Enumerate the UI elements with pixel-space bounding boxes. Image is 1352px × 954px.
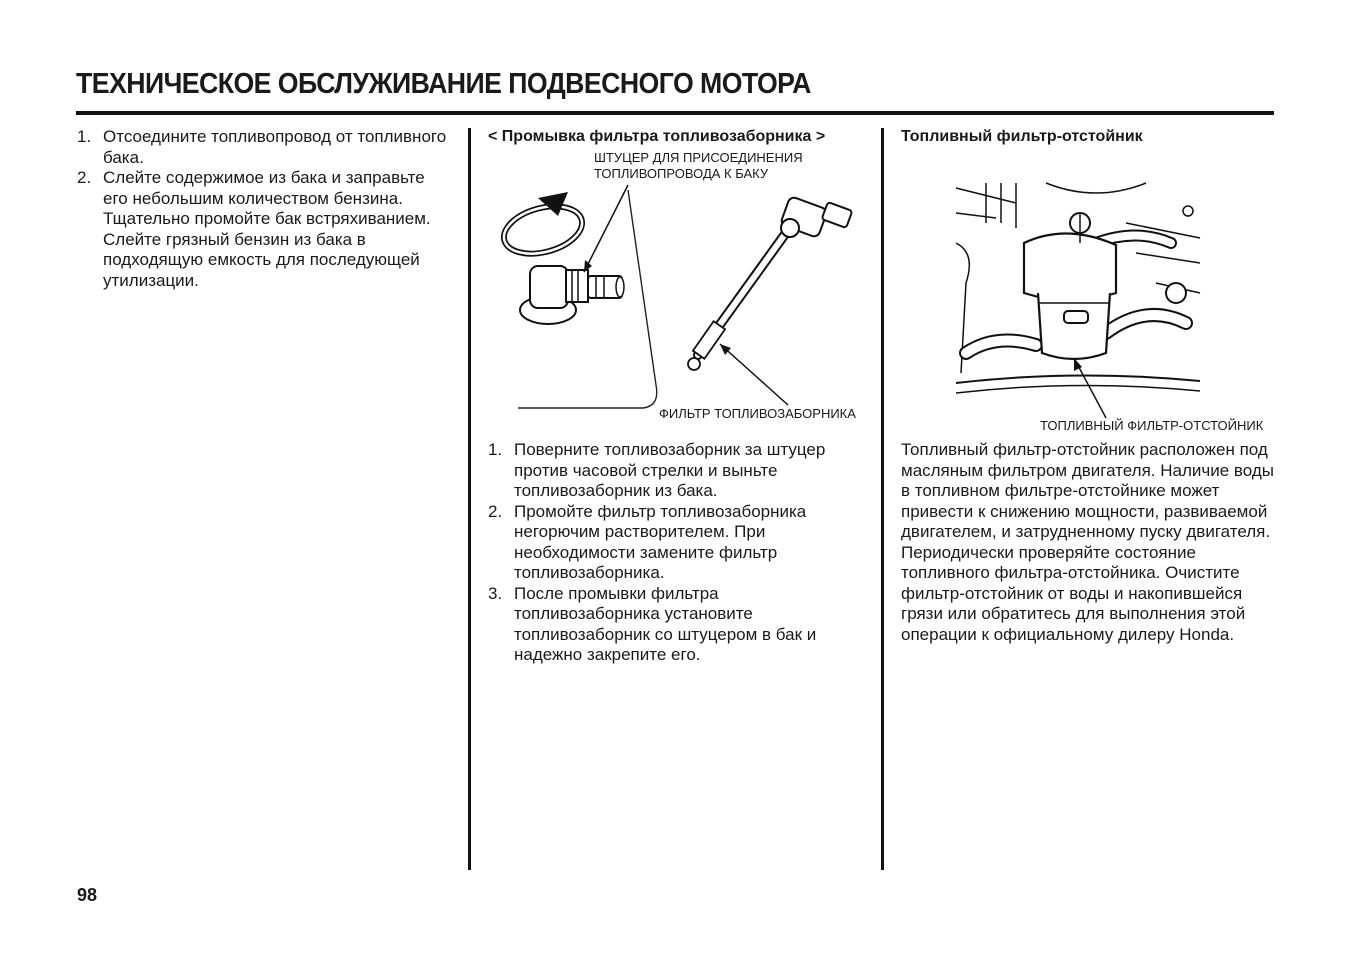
list-item [77, 168, 447, 291]
fuel-strainer-icon [688, 196, 852, 370]
fitting-callout-line1: ШТУЦЕР ДЛЯ ПРИСОЕДИНЕНИЯ [594, 150, 803, 165]
list-item [488, 440, 858, 502]
step-number: 1. [77, 127, 92, 146]
step-number: 2. [77, 168, 92, 187]
list-item [488, 584, 858, 666]
middle-column-steps [488, 440, 858, 666]
column-divider-right [881, 128, 884, 870]
sediment-cup-heading: Топливный фильтр-отстойник [901, 128, 1143, 145]
strainer-heading: < Промывка фильтра топливозаборника > [488, 128, 826, 145]
step-text: Отсоедините топливопровод от топливного бака. [103, 127, 447, 167]
step-number: 2. [488, 501, 503, 521]
sediment-cup-body: Топливный фильтр-отстойник расположен под масляным фильтром двигателя. Наличие воды в топливном фильтре-отстойнике может привести к снижению мощности, развиваемой двигателем, и затрудненному пуску двигателя. Периодически проверяйте состояние топливного фильтра-отстойника. Очистите фильтр-отстойник от воды и накопившейся грязи или обратитесь для выполнения этой операции к официальному дилеру Honda. [901, 440, 1274, 644]
strainer-illustration [488, 180, 868, 420]
rotate-arrow-icon [499, 192, 588, 262]
filter-callout: ФИЛЬТР ТОПЛИВОЗАБОРНИКА [659, 406, 856, 421]
tank-fitting-icon [520, 266, 624, 324]
tank-steps-list [77, 127, 447, 291]
sediment-cup-illustration [956, 183, 1202, 403]
sediment-cup-callout: ТОПЛИВНЫЙ ФИЛЬТР-ОТСТОЙНИК [1040, 418, 1264, 433]
step-text: Поверните топливозаборник за штуцер против часовой стрелки и выньте топливозаборник из бака. [514, 440, 826, 500]
page-number: 98 [77, 885, 98, 905]
list-item [488, 502, 858, 584]
step-text: Промойте фильтр топливозаборника негорючим растворителем. При необходимости замените фильтр топливозаборника. [514, 501, 807, 582]
step-text: После промывки фильтра топливозаборника установите топливозаборник со штуцером в бак и надежно закрепите его. [514, 583, 817, 664]
left-column [77, 127, 447, 291]
step-text: Слейте содержимое из бака и заправьте его небольшим количеством бензина. Тщательно промойте бак встряхиванием. Слейте грязный бензин из бака в подходящую емкость для последующей утилизации. [103, 168, 431, 290]
strainer-steps-list [488, 440, 858, 666]
list-item [77, 127, 447, 168]
fitting-callout-line2: ТОПЛИВОПРОВОДА К БАКУ [594, 166, 769, 181]
column-divider-left [468, 128, 471, 870]
page-title: ТЕХНИЧЕСКОЕ ОБСЛУЖИВАНИЕ ПОДВЕСНОГО МОТОРА [76, 68, 811, 100]
step-number: 3. [488, 583, 503, 603]
step-number: 1. [488, 440, 503, 459]
title-rule [76, 111, 1274, 115]
